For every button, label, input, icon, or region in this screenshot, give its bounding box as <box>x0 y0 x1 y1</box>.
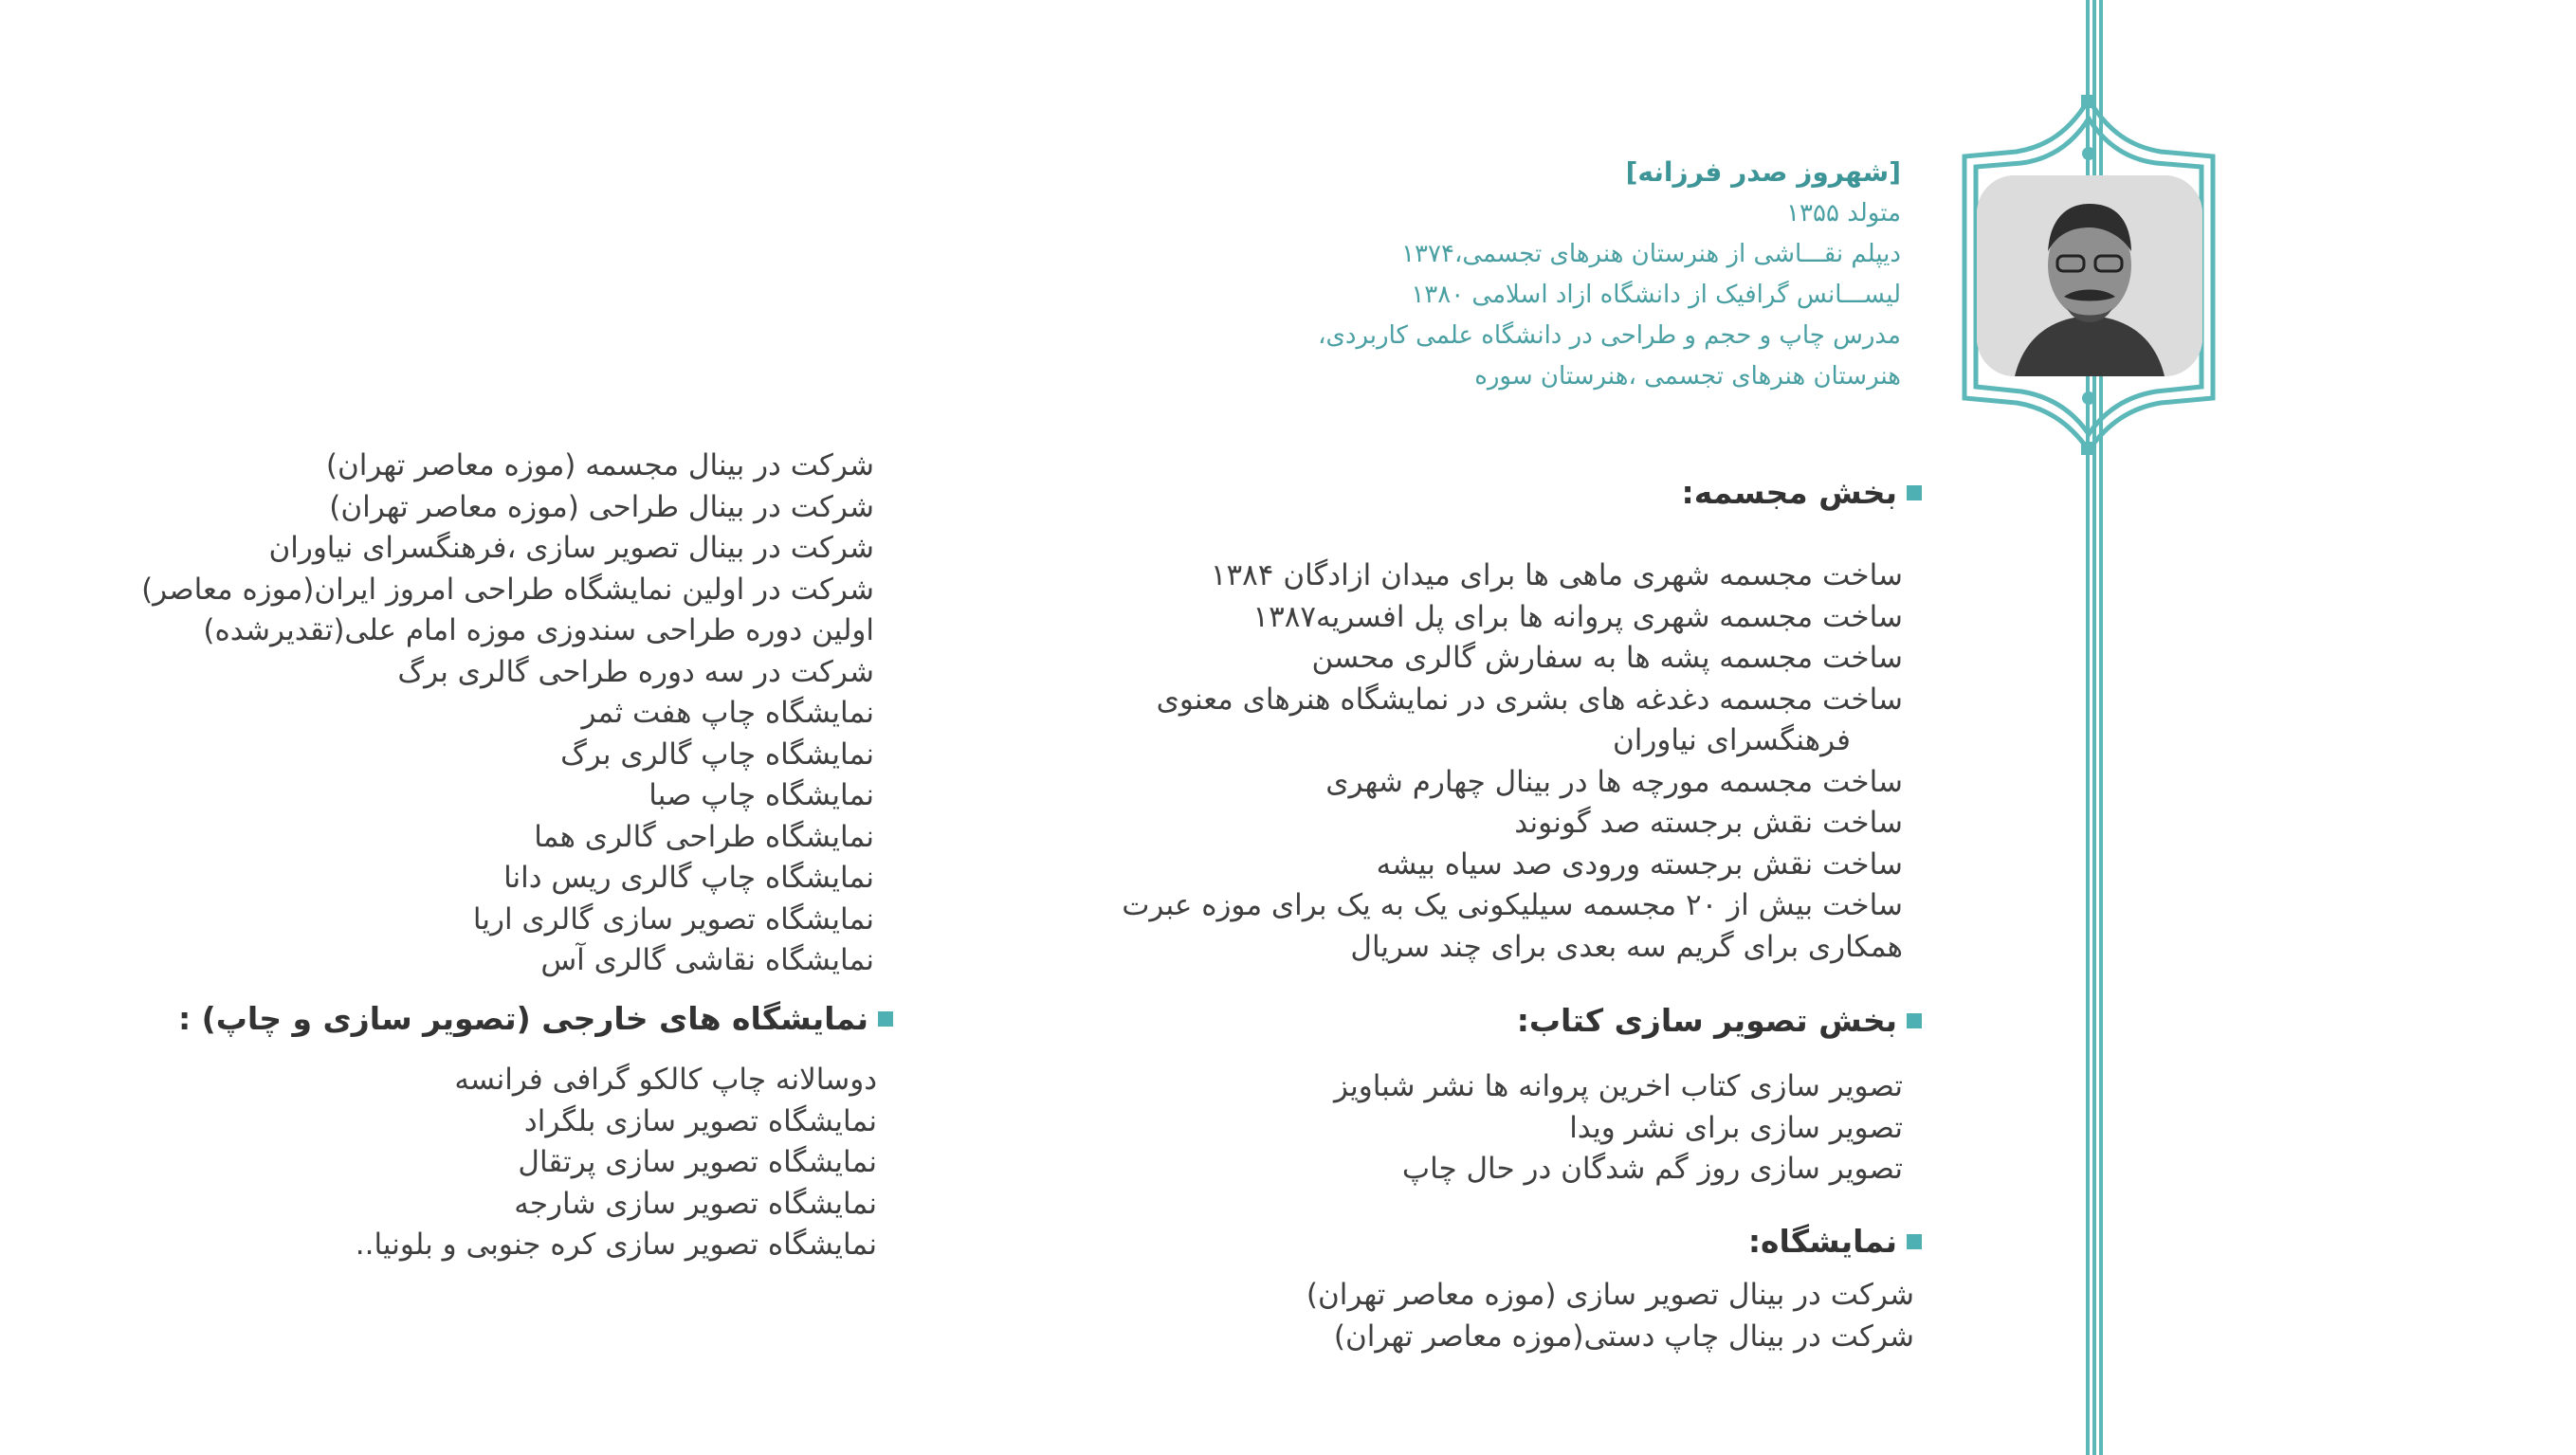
bio-line: هنرستان هنرهای تجسمی ،هنرستان سوره <box>1474 362 1901 391</box>
section-heading <box>1517 1002 1922 1039</box>
list-item: اولین دوره طراحی سندوزی موزه امام علی(تقدیرشده) <box>203 613 874 647</box>
list-item: ساخت مجسمه پشه ها به سفارش گالری محسن <box>1311 641 1903 675</box>
list-item: نمایشگاه تصویر سازی گالری اریا <box>472 901 874 937</box>
bio-line: لیســـانس گرافیک از دانشگاه ازاد اسلامی ۱۳۸۰ <box>1411 281 1901 309</box>
illustration-heading: بخش تصویر سازی کتاب: <box>1516 1002 1897 1039</box>
list-item: نمایشگاه چاپ گالری ریس دانا <box>503 861 874 895</box>
list-item: نمایشگاه طراحی گالری هما <box>534 819 874 854</box>
list-item: ساخت مجسمه شهری پروانه ها برای پل افسریه۱۳۸۷ <box>1252 599 1903 634</box>
list-item: نمایشگاه تصویر سازی پرتقال <box>518 1145 877 1179</box>
list-item: شرکت در بینال تصویر سازی (موزه معاصر تهران) <box>1306 1278 1914 1312</box>
list-item: همکاری برای گریم سه بعدی برای چند سریال <box>1350 929 1903 964</box>
sculpture-list <box>1122 555 1903 968</box>
foreign-exhibitions-list <box>356 1060 877 1266</box>
section-heading <box>1682 474 1922 511</box>
exhibition-list <box>1306 1275 1914 1357</box>
list-item: ساخت نقش برجسته صد گونوند <box>1514 806 1903 840</box>
list-item: نمایشگاه چاپ هفت ثمر <box>581 696 874 730</box>
bio-line: دیپلم نقـــاشی از هنرستان هنرهای تجسمی،۱۳۷۴ <box>1401 240 1901 268</box>
list-item: شرکت در بینال مجسمه (موزه معاصر تهران) <box>325 448 874 482</box>
section-heading <box>1748 1223 1922 1260</box>
list-item: فرهنگسرای نیاوران <box>1613 723 1851 757</box>
illustration-section <box>1517 1002 1922 1039</box>
sculpture-section <box>1682 474 1922 511</box>
foreign-heading: نمایشگاه های خارجی (تصویر سازی و چاپ) : <box>177 1000 868 1037</box>
list-item: ساخت مجسمه شهری ماهی ها برای میدان ازادگان ۱۳۸۴ <box>1210 558 1903 592</box>
list-item: نمایشگاه تصویر سازی بلگراد <box>523 1103 877 1138</box>
exhibitions-continued-list <box>141 446 874 982</box>
list-item: ساخت مجسمه دغدغه های بشری در نمایشگاه هنرهای معنوی <box>1156 682 1903 717</box>
list-item: نمایشگاه تصویر سازی کره جنوبی و بلونیا.. <box>355 1228 877 1262</box>
list-item: شرکت در بینال طراحی (موزه معاصر تهران) <box>329 489 874 524</box>
list-item: شرکت در بینال چاپ دستی(موزه معاصر تهران) <box>1333 1319 1914 1354</box>
list-item: شرکت در اولین نمایشگاه طراحی امروز ایران(موزه معاصر) <box>141 572 874 607</box>
list-item: نمایشگاه نقاشی گالری آس <box>540 943 874 977</box>
list-item: ساخت بیش از ۲۰ مجسمه سیلیکونی یک به یک برای موزه عبرت <box>1122 888 1903 922</box>
list-item: تصویر سازی برای نشر ویدا <box>1569 1110 1903 1145</box>
section-heading <box>178 1000 893 1037</box>
list-item: نمایشگاه تصویر سازی شارجه <box>514 1186 877 1221</box>
list-item: دوسالانه چاپ کالکو گرافی فرانسه <box>454 1063 877 1097</box>
list-item: ساخت مجسمه مورچه ها در بینال چهارم شهری <box>1325 764 1903 799</box>
bio-line: متولد ۱۳۵۵ <box>1786 199 1901 227</box>
sculpture-heading: بخش مجسمه: <box>1681 474 1897 511</box>
square-bullet-icon <box>878 1011 893 1027</box>
square-bullet-icon <box>1907 1013 1922 1028</box>
illustration-list <box>1334 1066 1903 1191</box>
list-item: شرکت در بینال تصویر سازی ،فرهنگسرای نیاوران <box>268 531 874 565</box>
exhibition-heading: نمایشگاه: <box>1747 1223 1897 1260</box>
artist-name: [شهروز صدر فرزانه] <box>1625 156 1901 188</box>
foreign-exhibitions-section <box>178 1000 893 1037</box>
list-item: شرکت در سه دوره طراحی گالری برگ <box>397 654 874 689</box>
square-bullet-icon <box>1907 485 1922 500</box>
bio-block <box>1318 152 1901 397</box>
portrait-photo <box>1977 175 2202 376</box>
list-item: نمایشگاه چاپ گالری برگ <box>560 737 874 772</box>
square-bullet-icon <box>1907 1234 1922 1249</box>
bio-line: مدرس چاپ و حجم و طراحی در دانشگاه علمی کاربردی، <box>1318 321 1901 350</box>
exhibition-section <box>1748 1223 1922 1260</box>
list-item: تصویر سازی روز گم شدگان در حال چاپ <box>1401 1152 1903 1186</box>
list-item: تصویر سازی کتاب اخرین پروانه ها نشر شباویز <box>1334 1069 1903 1103</box>
list-item: نمایشگاه چاپ صبا <box>649 778 874 812</box>
list-item: ساخت نقش برجسته ورودی صد سیاه بیشه <box>1376 846 1903 882</box>
